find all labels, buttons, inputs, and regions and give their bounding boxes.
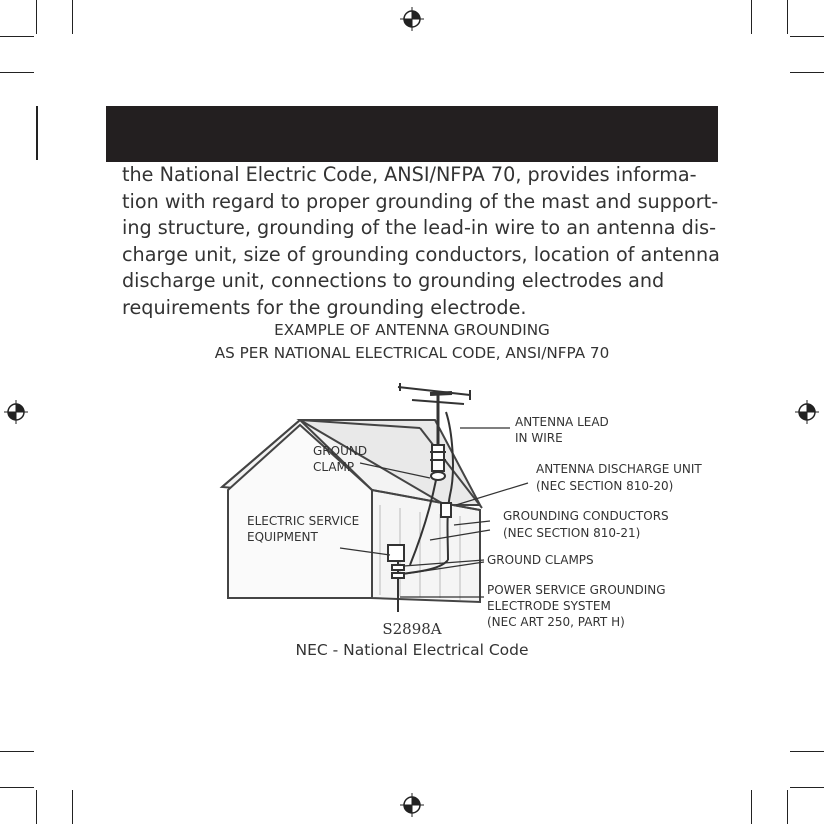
body-line: the National Electric Code, ANSI/NFPA 70, provides informa- [122,163,697,186]
label-ground-clamp: GROUND [313,444,368,458]
body-line: requirements for the grounding electrode. [122,295,527,319]
label-grounding-conductors-2: (NEC SECTION 810-21) [503,526,641,540]
label-power-service-3: (NEC ART 250, PART H) [487,615,625,629]
body-line: tion with regard to proper grounding of the mast and support- [122,189,719,213]
label-discharge-unit: ANTENNA DISCHARGE UNIT [536,462,702,476]
figure-title-line-1: EXAMPLE OF ANTENNA GROUNDING [274,321,550,339]
label-antenna-lead-2: IN WIRE [515,431,563,445]
label-ground-clamp-2: CLAMP [313,460,355,474]
discharge-unit [441,503,451,517]
body-line: discharge unit, connections to grounding electrodes and [122,269,665,292]
label-ground-clamps: GROUND CLAMPS [487,553,594,567]
footer-caption: NEC - National Electrical Code [295,641,529,659]
body-line: ing structure, grounding of the lead-in wire to an antenna dis- [122,216,717,239]
figure-title-line-2: AS PER NATIONAL ELECTRICAL CODE, ANSI/NFPA 70 [214,344,610,362]
label-power-service: POWER SERVICE GROUNDING [487,583,666,597]
label-electric-service-2: EQUIPMENT [247,530,318,544]
label-discharge-unit-2: (NEC SECTION 810-20) [536,479,674,493]
label-electric-service: ELECTRIC SERVICE [247,514,360,528]
body-line: charge unit, size of grounding conductors, location of antenna [122,242,720,266]
label-power-service-2: ELECTRODE SYSTEM [487,599,611,613]
label-antenna-lead: ANTENNA LEAD [515,415,609,429]
label-grounding-conductors: GROUNDING CONDUCTORS [503,509,669,523]
figure-code: S2898A [382,620,442,638]
